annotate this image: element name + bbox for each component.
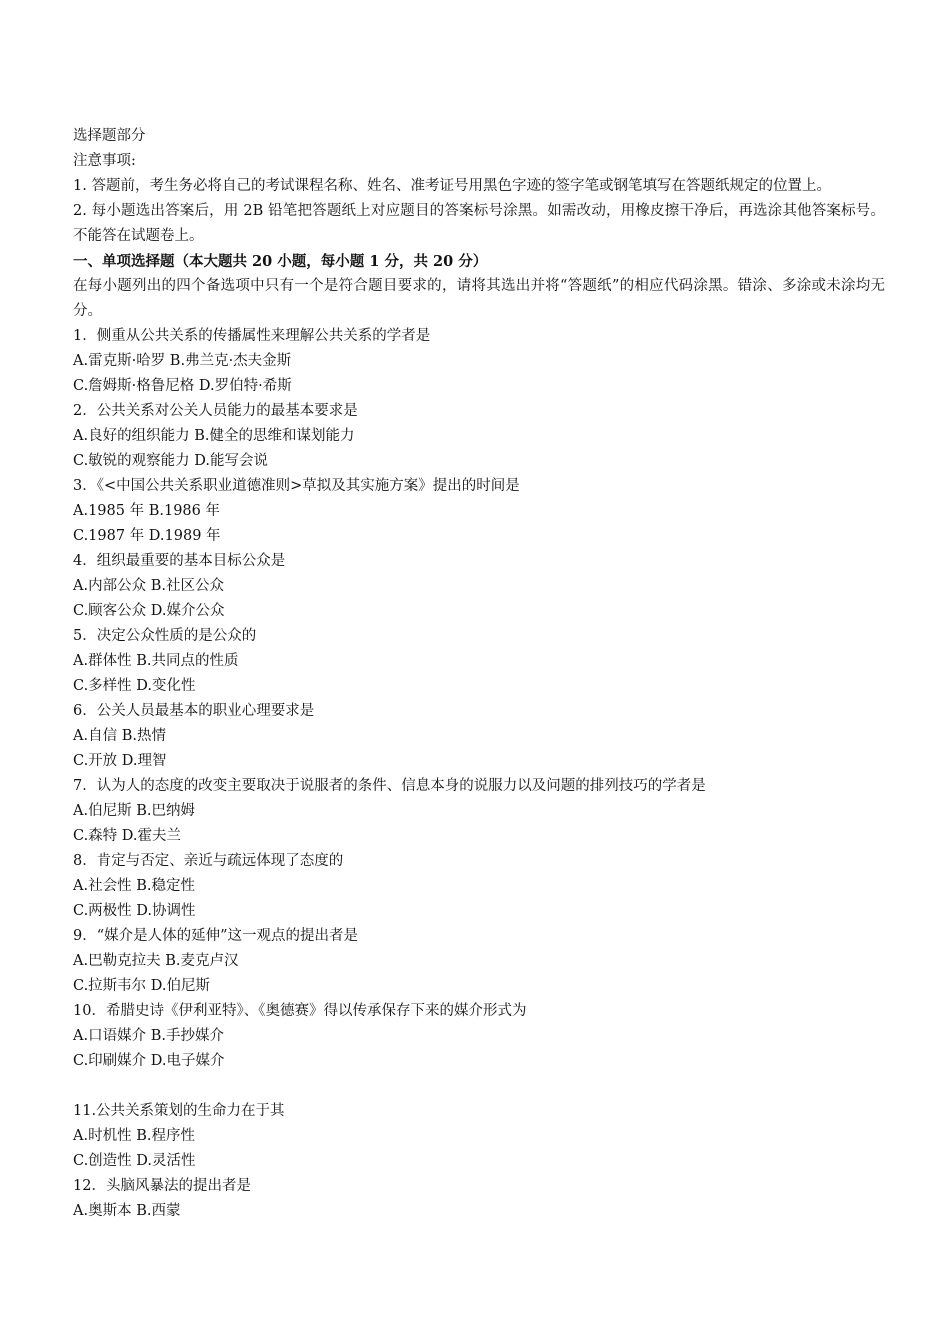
question-stem: 4．组织最重要的基本目标公众是 — [73, 553, 286, 569]
notice-item-2: 2. 每小题选出答案后，用 2B 铅笔把答题纸上对应题目的答案标号涂黑。如需改动，用橡皮擦干净后，再选涂其他答案标号。不能答在试题卷上。 — [73, 203, 885, 244]
options-ab: A.雷克斯·哈罗 B.弗兰克·杰夫金斯 — [73, 353, 292, 369]
question-item — [73, 399, 885, 474]
question-item — [73, 474, 885, 549]
question-item — [73, 699, 885, 774]
notice-item-1: 1. 答题前，考生务必将自己的考试课程名称、姓名、准考证号用黑色字迹的签字笔或钢笔填写在答题纸规定的位置上。 — [73, 178, 831, 194]
question-stem: 1．侧重从公共关系的传播属性来理解公共关系的学者是 — [73, 328, 431, 344]
options-ab: A.社会性 B.稳定性 — [73, 878, 195, 894]
question-item — [73, 1174, 885, 1224]
question-stem: 9．“媒介是人体的延伸”这一观点的提出者是 — [73, 928, 359, 944]
question-stem: 10．希腊史诗《伊利亚特》、《奥德赛》得以传承保存下来的媒介形式为 — [73, 1003, 527, 1019]
question-item — [73, 1099, 885, 1174]
options-ab: A.内部公众 B.社区公众 — [73, 578, 224, 594]
options-cd: C.拉斯韦尔 D.伯尼斯 — [73, 978, 211, 994]
question-item — [73, 999, 885, 1074]
question-item — [73, 924, 885, 999]
options-ab: A.时机性 B.程序性 — [73, 1128, 195, 1144]
options-cd: C.两极性 D.协调性 — [73, 903, 196, 919]
question-item — [73, 549, 885, 624]
question-stem: 11.公共关系策划的生命力在于其 — [73, 1103, 285, 1119]
question-stem: 8．肯定与否定、亲近与疏远体现了态度的 — [73, 853, 344, 869]
options-ab: A.奥斯本 B.西蒙 — [73, 1203, 181, 1219]
options-ab: A.良好的组织能力 B.健全的思维和谋划能力 — [73, 428, 355, 444]
options-cd: C.1987 年 D.1989 年 — [73, 528, 221, 544]
options-cd: C.印刷媒介 D.电子媒介 — [73, 1053, 225, 1069]
options-cd: C.敏锐的观察能力 D.能写会说 — [73, 453, 269, 469]
question-item — [73, 324, 885, 399]
question-list-1-10 — [73, 324, 885, 1074]
question-stem: 5．决定公众性质的是公众的 — [73, 628, 257, 644]
options-cd: C.森特 D.霍夫兰 — [73, 828, 182, 844]
section-title: 一、单项选择题（本大题共 20 小题，每小题 1 分，共 20 分） — [73, 253, 488, 270]
question-stem: 2．公共关系对公关人员能力的最基本要求是 — [73, 403, 358, 419]
question-list-11 — [73, 1099, 885, 1174]
options-ab: A.巴勒克拉夫 B.麦克卢汉 — [73, 953, 239, 969]
options-ab: A.自信 B.热情 — [73, 728, 166, 744]
question-stem: 7．认为人的态度的改变主要取决于说服者的条件、信息本身的说服力以及问题的排列技巧的学者是 — [73, 778, 706, 794]
options-cd: C.创造性 D.灵活性 — [73, 1153, 196, 1169]
question-stem: 12．头脑风暴法的提出者是 — [73, 1178, 251, 1194]
question-stem: 3．《<中国公共关系职业道德准则>草拟及其实施方案》提出的时间是 — [73, 478, 520, 494]
options-cd: C.顾客公众 D.媒介公众 — [73, 603, 225, 619]
options-ab: A.群体性 B.共同点的性质 — [73, 653, 239, 669]
part-title: 选择题部分 — [73, 128, 146, 144]
section-instruction: 在每小题列出的四个备选项中只有一个是符合题目要求的，请将其选出并将“答题纸”的相应代码涂黑。错涂、多涂或未涂均无分。 — [73, 278, 885, 319]
question-item — [73, 849, 885, 924]
blank-line — [73, 1074, 885, 1099]
question-stem: 6．公关人员最基本的职业心理要求是 — [73, 703, 315, 719]
options-cd: C.开放 D.理智 — [73, 753, 167, 769]
exam-page — [73, 124, 885, 1224]
options-ab: A.1985 年 B.1986 年 — [73, 503, 220, 519]
question-item — [73, 624, 885, 699]
options-cd: C.多样性 D.变化性 — [73, 678, 196, 694]
options-ab: A.伯尼斯 B.巴纳姆 — [73, 803, 195, 819]
options-ab: A.口语媒介 B.手抄媒介 — [73, 1028, 224, 1044]
options-cd: C.詹姆斯·格鲁尼格 D.罗伯特·希斯 — [73, 378, 292, 394]
notice-title: 注意事项: — [73, 153, 136, 169]
question-item — [73, 774, 885, 849]
